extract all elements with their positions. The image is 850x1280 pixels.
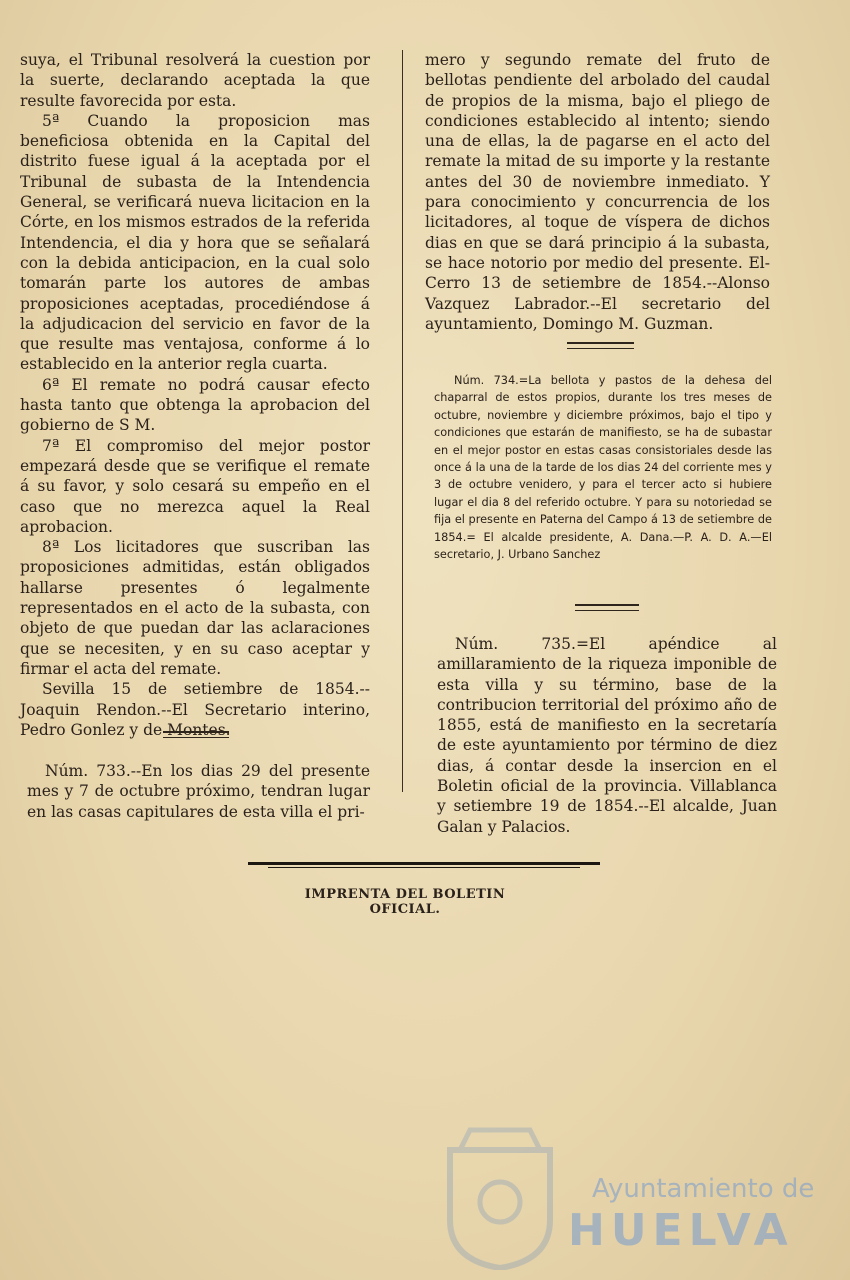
imprint-line: IMPRENTA DEL BOLETIN OFICIAL. — [304, 887, 506, 917]
footer-rule-thin — [268, 867, 580, 868]
notice-735 — [437, 634, 777, 837]
signature-sevilla: Sevilla 15 de setiembre de 1854.--Joaquin Rendon.--El Secretario interino, Pedro Gonlez y de Montes. — [20, 680, 370, 739]
notice-735-text: Núm. 735.=El apéndice al amillaramiento de la riqueza imponible de esta villa y su término, base de la contribucion territorial del próximo año de 1855, está de manifiesto en la secretaría de este ayuntamiento por término de diez dias, á contar desde la insercion en el Boletin oficial de la provincia. Villablanca y setiembre 19 de 1854.--El alcalde, Juan Galan y Palacios. — [437, 635, 777, 836]
right-column — [425, 50, 770, 334]
rule-6: 6ª El remate no podrá causar efecto hasta tanto que obtenga la aprobacion del gobierno de S M. — [20, 375, 370, 435]
notice-733 — [27, 761, 370, 822]
notice-733-text: Núm. 733.--En los dias 29 del presente mes y 7 de octubre próximo, tendran lugar en las casas capitulares de esta villa el pri- — [27, 762, 370, 821]
rule-7: 7ª El compromiso del mejor postor empezará desde que se verifique el remate á su favor, y solo cesará su empeño en el caso que no merezca aquel la Real aprobacion. — [20, 436, 370, 536]
rule-8: 8ª Los licitadores que suscriban las proposiciones admitidas, están obligados hallarse presentes ó legalmente representados en el acto de la subasta, con objeto de que puedan dar las aclaraciones que se necesiten, y en su caso aceptar y firmar el acta del remate. — [20, 538, 370, 678]
notice-733-continuation: mero y segundo remate del fruto de bellotas pendiente del arbolado del caudal de propios de la misma, bajo el pliego de condiciones establecido al intento; siendo una de ellas, la de pagarse en el acto del remate la mitad de su importe y la restante antes del 30 de noviembre inmediato. Y para conocimiento y concurrencia de los licitadores, al toque de víspera de dichos dias en que se dará principio á la subasta, se hace notorio por medio del presente. El-Cerro 13 de setiembre de 1854.--Alonso Vazquez Labrador.--El secretario del ayuntamiento, Domingo M. Guzman. — [425, 51, 770, 333]
paragraph-continuation: suya, el Tribunal resolverá la cuestion por la suerte, declarando aceptada la que resulte favorecida por esta. — [20, 51, 370, 110]
watermark-line2: HUELVA — [568, 1205, 794, 1256]
watermark-line1: Ayuntamiento de — [592, 1174, 815, 1204]
section-rule — [163, 731, 229, 738]
notice-734-text: Núm. 734.=La bellota y pastos de la dehesa del chaparral de estos propios, durante los tres meses de octubre, noviembre y diciembre próximos, bajo el tipo y condiciones que estarán de manifiesto, se ha de subastar en el mejor postor en estas casas consistoriales desde las once á la una de la tarde de los dias 24 del corriente mes y 3 de octubre venidero, y para el tercer acto si hubiere lugar el dia 8 del referido octubre. Y para su notoriedad se fija el presente en Paterna del Campo á 13 de setiembre de 1854.= El alcalde presidente, A. Dana.—P. A. D. A.—El secretario, J. Urbano Sanchez — [434, 374, 772, 562]
footer-rule — [248, 862, 600, 865]
section-rule — [567, 342, 634, 349]
section-rule — [575, 604, 639, 611]
left-column — [20, 50, 370, 740]
column-divider — [402, 50, 403, 792]
notice-734 — [434, 372, 772, 563]
rule-5: 5ª Cuando la proposicion mas beneficiosa obtenida en la Capital del distrito fuese igual á la aceptada por el Tribunal de subasta de la Intendencia General, se verificará nueva licitacion en la Córte, en los mismos estrados de la referida Intendencia, el dia y hora que se señalará con la debida anticipacion, en la cual solo tomarán parte los autores de ambas proposiciones aceptadas, procediéndose á la adjudicacion del servicio en favor de la que resulte mas ventajosa, conforme á lo establecido en la anterior regla cuarta. — [20, 111, 370, 374]
